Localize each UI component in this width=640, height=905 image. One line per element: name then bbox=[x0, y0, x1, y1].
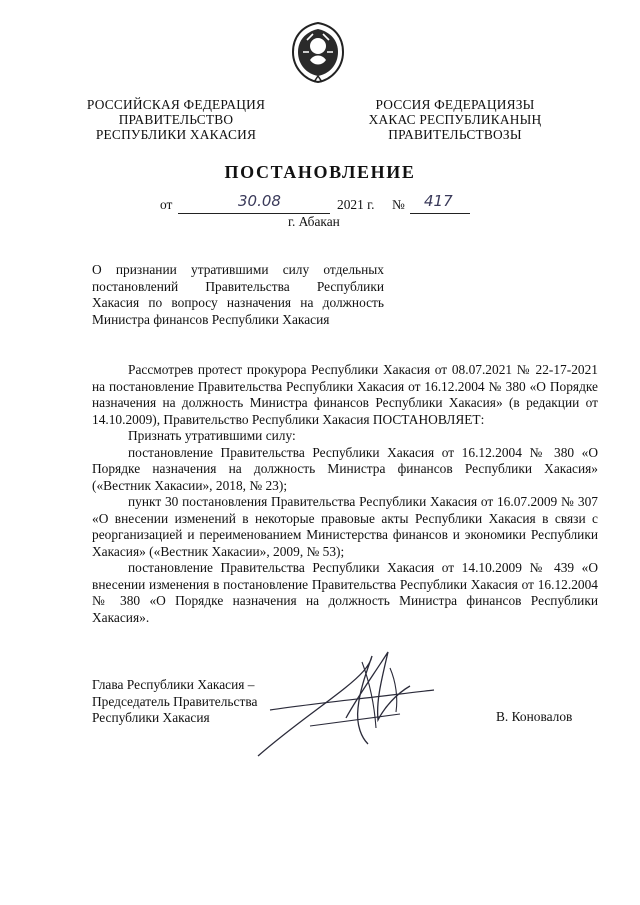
signatory-position-line-3: Республики Хакасия bbox=[92, 710, 210, 725]
number-handwritten: 417 bbox=[424, 192, 453, 210]
city: г. Абакан bbox=[288, 214, 340, 229]
body-paragraph-2: Признать утратившими силу: bbox=[128, 428, 296, 443]
header-right-line-3: ПРАВИТЕЛЬСТВОЗЫ bbox=[388, 127, 522, 142]
signatory-name: В. Коновалов bbox=[496, 709, 573, 724]
coat-of-arms-emblem bbox=[289, 20, 347, 84]
document-title: ПОСТАНОВЛЕНИЕ bbox=[224, 162, 416, 182]
header-left-line-1: РОССИЙСКАЯ ФЕДЕРАЦИЯ bbox=[86, 97, 266, 112]
header-left-line-3: РЕСПУБЛИКИ ХАКАСИЯ bbox=[95, 127, 257, 142]
header-right-line-2: ХАКАС РЕСПУБЛИКАНЫҢ bbox=[368, 112, 542, 127]
date-from-label: от bbox=[160, 197, 173, 212]
number-underline bbox=[410, 213, 470, 214]
date-year: 2021 г. bbox=[337, 197, 375, 212]
header-left-line-2: ПРАВИТЕЛЬСТВО bbox=[118, 112, 234, 127]
header-left bbox=[78, 97, 274, 142]
header-right bbox=[355, 97, 555, 142]
body-paragraph-4: пункт 30 постановления Правительства Республики Хакасия от 16.07.2009 № 307 «О внесении изменений в некоторые правовые акты Республики Хакасия в связи с реорганизацией и переименованием Министерства финансов и экономики Республики Хакасия» («Вестник Хакасии», 2009, № 53); bbox=[92, 494, 598, 559]
body-paragraph-3: постановление Правительства Республики Хакасия от 16.12.2004 № 380 «О Порядке назначения на должность Министра финансов Республики Хакасия» («Вестник Хакасии», 2018, № 23); bbox=[92, 444, 598, 493]
header-right-line-1: РОССИЯ ФЕДЕРАЦИЯЗЫ bbox=[375, 97, 535, 112]
signatory-position-line-1: Глава Республики Хакасия – bbox=[92, 677, 255, 692]
handwritten-signature bbox=[250, 648, 440, 764]
body-paragraph-1: Рассмотрев протест прокурора Республики Хакасия от 08.07.2021 № 22-17-2021 на постановление Правительства Республики Хакасия от 16.12.2004 № 380 «О Порядке назначения на должность Министра финансов Республики Хакасия» (в редакции от 14.10.2009), Правительство Республики Хакасия ПОСТАНОВЛЯЕТ: bbox=[92, 362, 598, 427]
document-subject: О признании утратившими силу отдельных постановлений Правительства Республики Хакасия по вопросу назначения на должность Министра финансов Республики Хакасия bbox=[92, 262, 384, 327]
body-paragraph-5: постановление Правительства Республики Хакасия от 14.10.2009 № 439 «О внесении изменения в постановление Правительства Республики Хакасия от 16.12.2004 № 380 «О Порядке назначения на должность Министра финансов Республики Хакасия». bbox=[92, 560, 598, 625]
signatory-position-line-2: Председатель Правительства bbox=[92, 693, 258, 709]
document-body bbox=[92, 362, 598, 626]
date-handwritten: 30.08 bbox=[238, 192, 281, 210]
number-label: № bbox=[392, 197, 405, 212]
